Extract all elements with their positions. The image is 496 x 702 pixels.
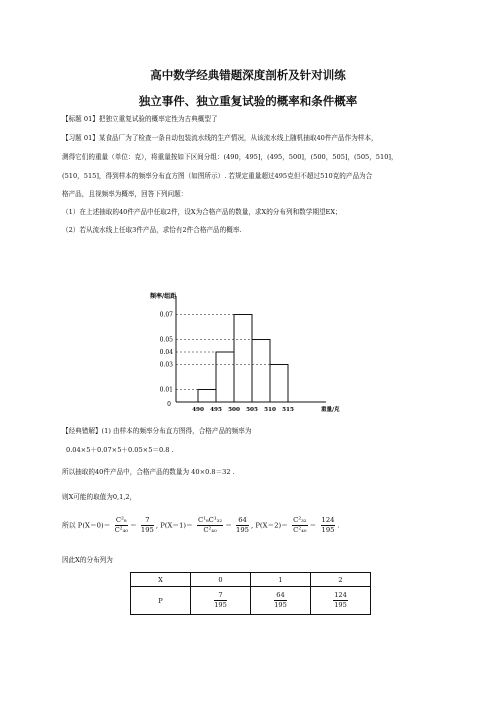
p1-value-fraction: $\frac{64}{195}$: [236, 516, 250, 534]
x-tick-label: 515: [282, 407, 294, 413]
analysis-line-3: 所以抽取的40件产品中，合格产品的数量为 40×0.8＝32 .: [62, 468, 235, 476]
y-tick-label: 0.01: [159, 386, 173, 394]
analysis-line-1: 【经典错解】(1) 由样本的频率分布直方图得，合格产品的频率为: [62, 427, 252, 435]
problem-line-4: 格产品，且视频率为概率，回答下列问题：: [62, 190, 188, 198]
doc-title: 高中数学经典错题深度剖析及针对训练: [150, 68, 346, 82]
table-cell: X: [131, 573, 191, 587]
tag-line: 【标题 01】把独立重复试验的概率定性为古典概型了: [62, 115, 218, 123]
question-2: （2）若从流水线上任取3件产品，求恰有2件合格产品的概率.: [62, 226, 242, 234]
p1-lhs: P(X＝1)＝: [160, 521, 193, 530]
table-cell: 1: [251, 573, 311, 587]
y-tick-label: 0.03: [159, 361, 173, 369]
p0-combination-fraction: $\frac{\text{C²₈}}{\text{C²₄₀}}$: [114, 516, 128, 534]
analysis-line-6: 因此X的分布列为: [62, 556, 113, 564]
p0-lhs: 所以 P(X＝0)＝: [62, 521, 111, 530]
table-cell: $\frac{64}{195}$: [251, 587, 311, 615]
question-1: （1）在上述抽取的40件产品中任取2件，设X为合格产品的数量，求X的分布列和数学期望EX；: [62, 208, 342, 216]
analysis-line-2: 0.04×5＋0.07×5＋0.05×5＝0.8 .: [66, 446, 174, 454]
y-tick-label: 0.07: [159, 311, 173, 319]
histogram: [150, 290, 350, 418]
histogram-bar: [234, 315, 252, 403]
p2-value-fraction: $\frac{124}{195}$: [321, 516, 335, 534]
table-cell: 0: [191, 573, 251, 587]
p1-combination-fraction: $\frac{\text{C¹₈C¹₃₂}}{\text{C²₄₀}}$: [198, 516, 223, 534]
y-tick-label: 0.04: [159, 349, 173, 356]
y-tick-label: 0.05: [159, 336, 173, 344]
problem-line-3: (510，515]，得到样本的频率分布直方图（如图所示）. 若规定重量超过495克但不超过510克的产品为合: [62, 172, 373, 180]
x-tick-label: 510: [264, 407, 276, 413]
histogram-bar: [216, 352, 234, 402]
distribution-table: [130, 572, 371, 615]
problem-line-1: 【习题 01】某食品厂为了检查一条自动包装流水线的生产情况，从该流水线上随机抽取40件产品作为样本，: [62, 134, 378, 142]
x-axis-label: 重量/克: [321, 407, 340, 413]
origin-label: 0: [167, 401, 171, 408]
p2-combination-fraction: $\frac{\text{C²₃₂}}{\text{C²₄₀}}$: [293, 516, 307, 534]
table-cell: $\frac{124}{195}$: [311, 587, 371, 615]
table-cell: 2: [311, 573, 371, 587]
x-tick-label: 500: [228, 407, 240, 413]
table-cell: P: [131, 587, 191, 615]
histogram-bar: [252, 340, 270, 403]
table-row: [131, 573, 371, 587]
x-tick-label: 495: [210, 407, 222, 413]
p0-value-fraction: $\frac{7}{195}$: [140, 516, 154, 534]
probability-formulas: 所以 P(X＝0)＝ $\frac{\text{C²₈}}{\text{C²₄₀}}$ ＝ $\frac{7}{195}$ , P(X＝1)＝ $\frac{\text{C¹₈C¹₃₂}}{\text{C²₄₀}}$ ＝ $\frac{64}{195}$ , P(X＝2)＝ $\frac{\text{C²₃₂}}{\text{C²₄₀}}$ ＝ $\frac{124}{195}$ .: [62, 516, 340, 534]
histogram-bar: [198, 390, 216, 403]
histogram-bar: [270, 365, 288, 403]
doc-subtitle: 独立事件、独立重复试验的概率和条件概率: [138, 94, 358, 108]
x-tick-label: 505: [246, 407, 258, 413]
problem-line-2: 测得它们的重量（单位：克），将重量按如下区间分组：(490，495]，(495，500]，(500，505]，(505，510]，: [62, 153, 398, 161]
table-cell: $\frac{7}{195}$: [191, 587, 251, 615]
y-axis-label: 频率/组距: [150, 293, 177, 300]
p2-lhs: P(X＝2)＝: [255, 521, 288, 530]
table-row: [131, 587, 371, 615]
x-tick-label: 490: [192, 407, 204, 413]
analysis-line-4: 则X可能的取值为0,1,2，: [62, 493, 137, 501]
